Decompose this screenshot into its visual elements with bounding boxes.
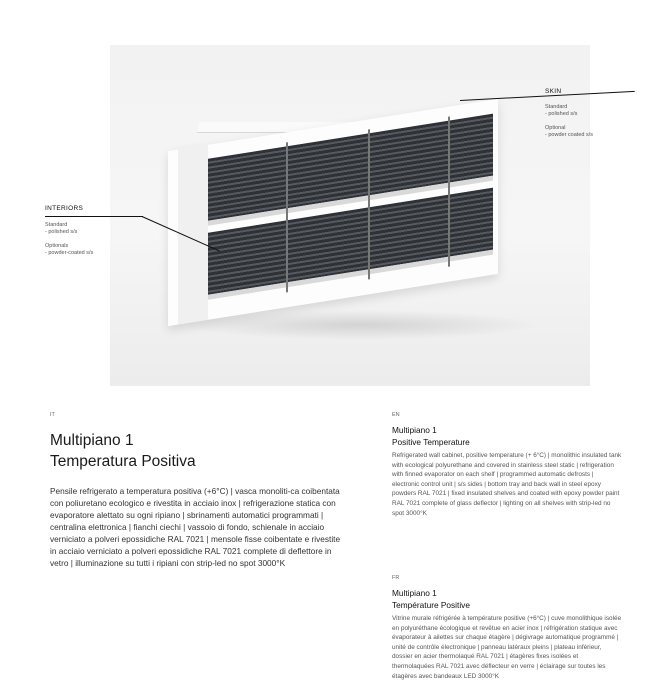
it-title bbox=[50, 430, 196, 472]
skin-optional-value: - powder coated s/s bbox=[545, 132, 593, 138]
interiors-optional-label: Optionals bbox=[45, 243, 69, 249]
interiors-optional-value: - powder-coated s/s bbox=[45, 250, 94, 256]
fr-title bbox=[392, 587, 470, 611]
skin-standard-value: - polished s/s bbox=[545, 111, 578, 117]
interiors-standard-value: - polished s/s bbox=[45, 229, 78, 235]
interiors-callout-line bbox=[45, 216, 143, 217]
fr-description: Vitrine murale réfrigérée à température positive (+6°C) | cuve monolithique isolée en polyuréthane écologique et revêtue en acier inox | réfrigération statique avec évaporateur à ailettes sur chaque étagère | dégivrage automatique programmé | unité de contrôle électronique | panneau latéraux pleins | plateau inférieur, dossier en acier thermolaqué RAL 7021 | étagères fixes isolées et thermolaquées RAL 7021 avec déflecteur en verre | éclairage sur toutes les étagères avec bandeaux LED 3000°K bbox=[392, 615, 622, 680]
lang-label-it: IT bbox=[50, 412, 55, 418]
shelf-divider bbox=[448, 116, 450, 266]
refrigerated-cabinet bbox=[168, 99, 498, 326]
fr-title-line2: Température Positive bbox=[392, 600, 470, 610]
skin-optional-label: Optional bbox=[545, 125, 566, 131]
en-title-line1: Multipiano 1 bbox=[392, 425, 437, 435]
shelf-divider bbox=[368, 129, 370, 279]
skin-title: SKIN bbox=[545, 88, 562, 95]
it-title-line2: Temperatura Positiva bbox=[50, 453, 196, 470]
en-title bbox=[392, 424, 470, 448]
lang-label-en: EN bbox=[392, 412, 400, 418]
lang-label-fr: FR bbox=[392, 575, 400, 581]
fr-title-line1: Multipiano 1 bbox=[392, 588, 437, 598]
en-title-line2: Positive Temperature bbox=[392, 437, 470, 447]
skin-standard-label: Standard bbox=[545, 104, 568, 110]
interiors-title: INTERIORS bbox=[45, 205, 84, 212]
interiors-standard-label: Standard bbox=[45, 222, 68, 228]
en-description: Refrigerated wall cabinet, positive temperature (+ 6°C) | monolithic insulated tank with ecological polyurethane and covered in stainless steel static | refrigeration with finned evaporator on each shelf | programmed automatic defrosts | electronic control unit | s/s sides | bottom tray and back wall in steel epoxy powders RAL 7021 | fixed insulated shelves and coated with epoxy powder paint RAL 7021 complete of glass deflector | lighting on all shelves with strip-led no spot 3000°K bbox=[392, 452, 622, 517]
it-description: Pensile refrigerato a temperatura positiva (+6°C) | vasca monoliti-ca coibentata con poliuretano ecologico e rivestita in acciaio inox | refrigerazione statica con evaporatore alettato su ogni ripiano | sbrinamenti automatici programmati | centralina elettronica | fianchi ciechi | vassoio di fondo, schienale in acciaio verniciato a polveri epossidiche RAL 7021 | mensole fisse coibentate e rivestite in acciaio verniciato a polveri epossidiche RAL 7021 complete di deflettore in vetro | illuminazione su tutti i ripiani con strip-led no spot 3000°K bbox=[50, 486, 341, 568]
it-title-line1: Multipiano 1 bbox=[50, 432, 134, 449]
shelf-divider bbox=[286, 142, 288, 292]
